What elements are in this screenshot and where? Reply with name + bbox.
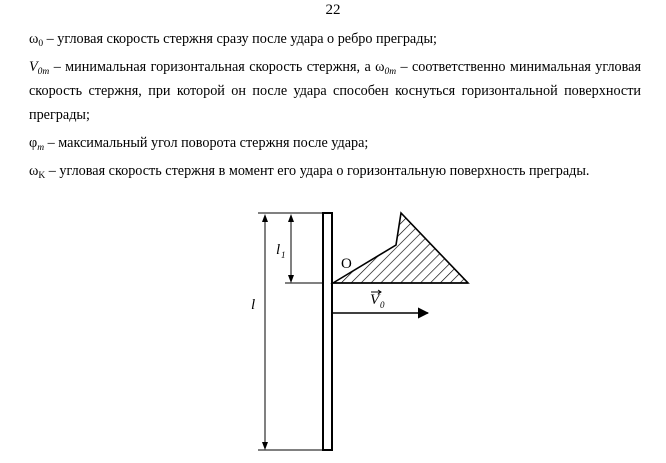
label-l: l — [251, 297, 256, 313]
label-l1-subscript: 1 — [281, 250, 286, 260]
label-o: O — [341, 256, 352, 272]
definition-text: – соответственно минимальная угловая скорость стержня, при которой он после удара способен коснуться горизонтальной поверхности преграды; — [29, 59, 641, 123]
label-l1: l — [276, 242, 281, 258]
symbol-subscript: 0m — [384, 67, 397, 77]
symbol-omega: ω — [29, 31, 39, 47]
dimension-arrow-icon — [288, 275, 294, 283]
symbol-subscript: 0 — [38, 39, 44, 49]
rod — [323, 213, 332, 450]
symbol-phi: φ — [29, 135, 38, 151]
definition-text: – минимальная горизонтальная скорость стержня, а — [49, 59, 376, 75]
definition-text: – максимальный угол поворота стержня после удара; — [44, 135, 369, 151]
definition-text: – угловая скорость стержня в момент его удара о горизонтальную поверхность преграды. — [45, 163, 590, 179]
label-v-subscript: 0 — [380, 300, 385, 310]
symbol-v: V — [29, 59, 38, 75]
symbol-subscript: m — [37, 143, 45, 153]
symbol-subscript: K — [38, 171, 46, 181]
page-number: 22 — [325, 2, 341, 18]
definition-text: – угловая скорость стержня сразу после удара о ребро преграды; — [43, 31, 437, 47]
dimension-arrow-icon — [262, 214, 268, 222]
symbol-omega: ω — [29, 163, 39, 179]
dimension-arrow-icon — [262, 442, 268, 450]
label-v: V — [370, 292, 380, 308]
symbol-omega: ω — [375, 59, 385, 75]
dimension-arrow-icon — [288, 214, 294, 222]
obstacle — [333, 213, 468, 283]
symbol-subscript: 0m — [37, 67, 50, 77]
